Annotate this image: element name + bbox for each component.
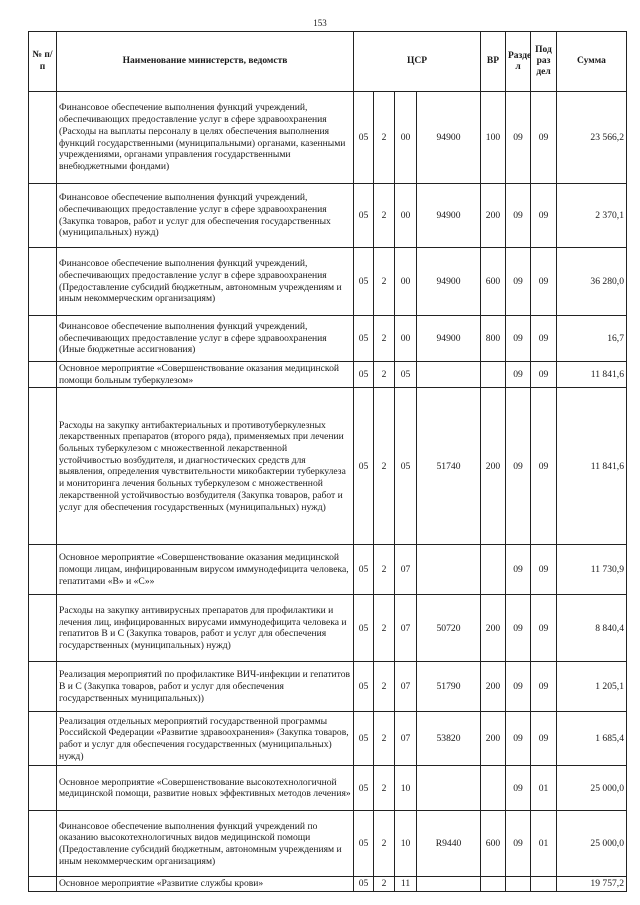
cell-vr: 600 (481, 811, 506, 877)
cell-description: Расходы на закупку антибактериальных и противотуберкулезных лекарственных препаратов (второго ряда), применяемых при лечении больных туберкулезом с множественной лекарственной устойчивостью возбудителя, и диагностических средств для выявления, определения чувствительности микобактерии туберкулеза и мониторинга лечения больных туберкулезом с множественной лекарственной устойчивостью возбудителя (Закупка товаров, работ и услуг для обеспечения государственных (муниципальных) нужд) (57, 388, 354, 545)
cell-razdel: 09 (506, 545, 531, 595)
cell-vr: 200 (481, 662, 506, 712)
cell-description: Финансовое обеспечение выполнения функций учреждений по оказанию высокотехнологичных видов медицинской помощи (Предоставление субсидий бюджетным, автономным учреждениям и иным некоммерческим организациям) (57, 811, 354, 877)
cell-razdel: 09 (506, 362, 531, 388)
cell-description: Основное мероприятие «Совершенствование высокотехнологичной медицинской помощи, развитие новых эффективных методов лечения» (57, 766, 354, 811)
cell-description: Финансовое обеспечение выполнения функций учреждений, обеспечивающих предоставление услуг в сфере здравоохранения (Расходы на выплаты персоналу в целях обеспечения выполнения функций государственными (муниципальными) органами, казенными учреждениями, органами управления государственными внебюджетными фондами) (57, 92, 354, 184)
cell-sum: 23 566,2 (557, 92, 627, 184)
cell-csr-event: 00 (395, 316, 417, 362)
cell-podrazdel: 09 (531, 595, 557, 662)
table-row (29, 662, 627, 712)
cell-csr-program: 05 (354, 877, 374, 892)
cell-description: Расходы на закупку антивирусных препаратов для профилактики и лечения лиц, инфицированных вирусами иммунодефицита человека и гепатитов В и С (Закупка товаров, работ и услуг для обеспечения государственных (муниципальных) нужд) (57, 595, 354, 662)
header-num: № п/п (29, 32, 57, 92)
cell-razdel: 09 (506, 388, 531, 545)
header-csr: ЦСР (354, 32, 481, 92)
cell-sum: 11 841,6 (557, 362, 627, 388)
cell-num (29, 545, 57, 595)
cell-sum: 11 841,6 (557, 388, 627, 545)
cell-num (29, 388, 57, 545)
table-row (29, 316, 627, 362)
cell-sum: 36 280,0 (557, 248, 627, 316)
cell-csr-program: 05 (354, 362, 374, 388)
cell-num (29, 248, 57, 316)
cell-csr-program: 05 (354, 766, 374, 811)
cell-csr-program: 05 (354, 595, 374, 662)
cell-csr-event: 11 (395, 877, 417, 892)
cell-razdel: 09 (506, 712, 531, 766)
header-razdel: Разде л (506, 32, 531, 92)
cell-sum: 25 000,0 (557, 811, 627, 877)
cell-razdel: 09 (506, 766, 531, 811)
cell-csr-direction: 94900 (417, 92, 481, 184)
cell-csr-event: 00 (395, 92, 417, 184)
table-row (29, 877, 627, 892)
cell-podrazdel: 09 (531, 662, 557, 712)
cell-description: Финансовое обеспечение выполнения функций учреждений, обеспечивающих предоставление услуг в сфере здравоохранения (Предоставление субсидий бюджетным, автономным учреждениям и иным некоммерческим организациям) (57, 248, 354, 316)
cell-razdel: 09 (506, 811, 531, 877)
cell-description: Финансовое обеспечение выполнения функций учреждений, обеспечивающих предоставление услуг в сфере здравоохранения (Иные бюджетные ассигнования) (57, 316, 354, 362)
cell-description: Реализация мероприятий по профилактике ВИЧ-инфекции и гепатитов В и С (Закупка товаров, работ и услуг для обеспечения государственных муниципальных)) (57, 662, 354, 712)
cell-csr-subprogram: 2 (374, 184, 395, 248)
cell-razdel: 09 (506, 248, 531, 316)
cell-vr (481, 362, 506, 388)
cell-csr-subprogram: 2 (374, 545, 395, 595)
cell-num (29, 811, 57, 877)
cell-vr: 200 (481, 388, 506, 545)
table-row (29, 766, 627, 811)
cell-num (29, 316, 57, 362)
cell-sum: 19 757,2 (557, 877, 627, 892)
cell-podrazdel (531, 877, 557, 892)
cell-description: Реализация отдельных мероприятий государственной программы Российской Федерации «Развитие здравоохранения» (Закупка товаров, работ и услуг для обеспечения государственных (муниципальных) нужд) (57, 712, 354, 766)
cell-csr-event: 05 (395, 388, 417, 545)
header-vr: ВР (481, 32, 506, 92)
cell-sum: 1 685,4 (557, 712, 627, 766)
table-row (29, 92, 627, 184)
cell-num (29, 766, 57, 811)
cell-num (29, 184, 57, 248)
cell-csr-event: 07 (395, 662, 417, 712)
table-header-row (29, 32, 627, 92)
cell-sum: 2 370,1 (557, 184, 627, 248)
cell-razdel: 09 (506, 184, 531, 248)
cell-csr-direction: 94900 (417, 184, 481, 248)
cell-csr-direction: 94900 (417, 316, 481, 362)
cell-razdel: 09 (506, 595, 531, 662)
cell-podrazdel: 09 (531, 388, 557, 545)
cell-vr: 800 (481, 316, 506, 362)
cell-csr-subprogram: 2 (374, 877, 395, 892)
cell-description: Основное мероприятие «Развитие службы крови» (57, 877, 354, 892)
cell-vr: 200 (481, 184, 506, 248)
cell-vr: 600 (481, 248, 506, 316)
cell-csr-program: 05 (354, 316, 374, 362)
table-row (29, 248, 627, 316)
cell-csr-direction (417, 362, 481, 388)
cell-num (29, 712, 57, 766)
cell-num (29, 362, 57, 388)
cell-razdel: 09 (506, 662, 531, 712)
cell-podrazdel: 01 (531, 766, 557, 811)
cell-vr (481, 877, 506, 892)
cell-podrazdel: 09 (531, 248, 557, 316)
table-row (29, 184, 627, 248)
cell-podrazdel: 01 (531, 811, 557, 877)
cell-csr-event: 07 (395, 595, 417, 662)
cell-description: Финансовое обеспечение выполнения функций учреждений, обеспечивающих предоставление услуг в сфере здравоохранения (Закупка товаров, работ и услуг для обеспечения государственных (муниципальных) нужд) (57, 184, 354, 248)
cell-csr-event: 00 (395, 248, 417, 316)
cell-sum: 16,7 (557, 316, 627, 362)
cell-csr-direction: 51790 (417, 662, 481, 712)
cell-num (29, 595, 57, 662)
cell-sum: 11 730,9 (557, 545, 627, 595)
budget-table (28, 31, 627, 892)
cell-csr-direction: 53820 (417, 712, 481, 766)
cell-csr-program: 05 (354, 811, 374, 877)
table-row (29, 545, 627, 595)
cell-sum: 8 840,4 (557, 595, 627, 662)
cell-csr-direction: 94900 (417, 248, 481, 316)
cell-csr-subprogram: 2 (374, 662, 395, 712)
cell-csr-direction (417, 766, 481, 811)
cell-podrazdel: 09 (531, 545, 557, 595)
cell-csr-program: 05 (354, 92, 374, 184)
cell-csr-subprogram: 2 (374, 92, 395, 184)
cell-vr (481, 545, 506, 595)
header-podrazdel: Под раз дел (531, 32, 557, 92)
cell-num (29, 662, 57, 712)
cell-csr-subprogram: 2 (374, 316, 395, 362)
cell-podrazdel: 09 (531, 712, 557, 766)
cell-num (29, 92, 57, 184)
cell-csr-program: 05 (354, 388, 374, 545)
cell-csr-event: 10 (395, 811, 417, 877)
cell-vr: 200 (481, 712, 506, 766)
header-name: Наименование министерств, ведомств (57, 32, 354, 92)
cell-sum: 1 205,1 (557, 662, 627, 712)
cell-podrazdel: 09 (531, 316, 557, 362)
cell-csr-program: 05 (354, 184, 374, 248)
cell-description: Основное мероприятие «Совершенствование оказания медицинской помощи больным туберкулезом» (57, 362, 354, 388)
cell-csr-program: 05 (354, 545, 374, 595)
cell-csr-direction (417, 545, 481, 595)
cell-csr-subprogram: 2 (374, 388, 395, 545)
table-row (29, 595, 627, 662)
cell-podrazdel: 09 (531, 184, 557, 248)
cell-csr-direction: 51740 (417, 388, 481, 545)
cell-csr-event: 10 (395, 766, 417, 811)
cell-csr-subprogram: 2 (374, 248, 395, 316)
cell-csr-direction: 50720 (417, 595, 481, 662)
cell-razdel (506, 877, 531, 892)
cell-razdel: 09 (506, 92, 531, 184)
cell-podrazdel: 09 (531, 92, 557, 184)
cell-csr-subprogram: 2 (374, 811, 395, 877)
cell-csr-program: 05 (354, 248, 374, 316)
cell-csr-event: 00 (395, 184, 417, 248)
cell-csr-event: 05 (395, 362, 417, 388)
table-row (29, 362, 627, 388)
cell-csr-program: 05 (354, 712, 374, 766)
cell-csr-subprogram: 2 (374, 362, 395, 388)
cell-razdel: 09 (506, 316, 531, 362)
cell-vr: 100 (481, 92, 506, 184)
cell-num (29, 877, 57, 892)
cell-csr-subprogram: 2 (374, 595, 395, 662)
cell-csr-direction: R9440 (417, 811, 481, 877)
cell-sum: 25 000,0 (557, 766, 627, 811)
table-row (29, 811, 627, 877)
cell-csr-subprogram: 2 (374, 766, 395, 811)
cell-podrazdel: 09 (531, 362, 557, 388)
page-number: 153 (313, 18, 327, 28)
cell-csr-direction (417, 877, 481, 892)
cell-csr-event: 07 (395, 545, 417, 595)
cell-csr-program: 05 (354, 662, 374, 712)
cell-csr-subprogram: 2 (374, 712, 395, 766)
cell-vr: 200 (481, 595, 506, 662)
cell-description: Основное мероприятие «Совершенствование оказания медицинской помощи лицам, инфицированным вирусом иммунодефицита человека, гепатитами «В» и «С»» (57, 545, 354, 595)
cell-vr (481, 766, 506, 811)
table-row (29, 388, 627, 545)
cell-csr-event: 07 (395, 712, 417, 766)
header-summa: Сумма (557, 32, 627, 92)
table-row (29, 712, 627, 766)
